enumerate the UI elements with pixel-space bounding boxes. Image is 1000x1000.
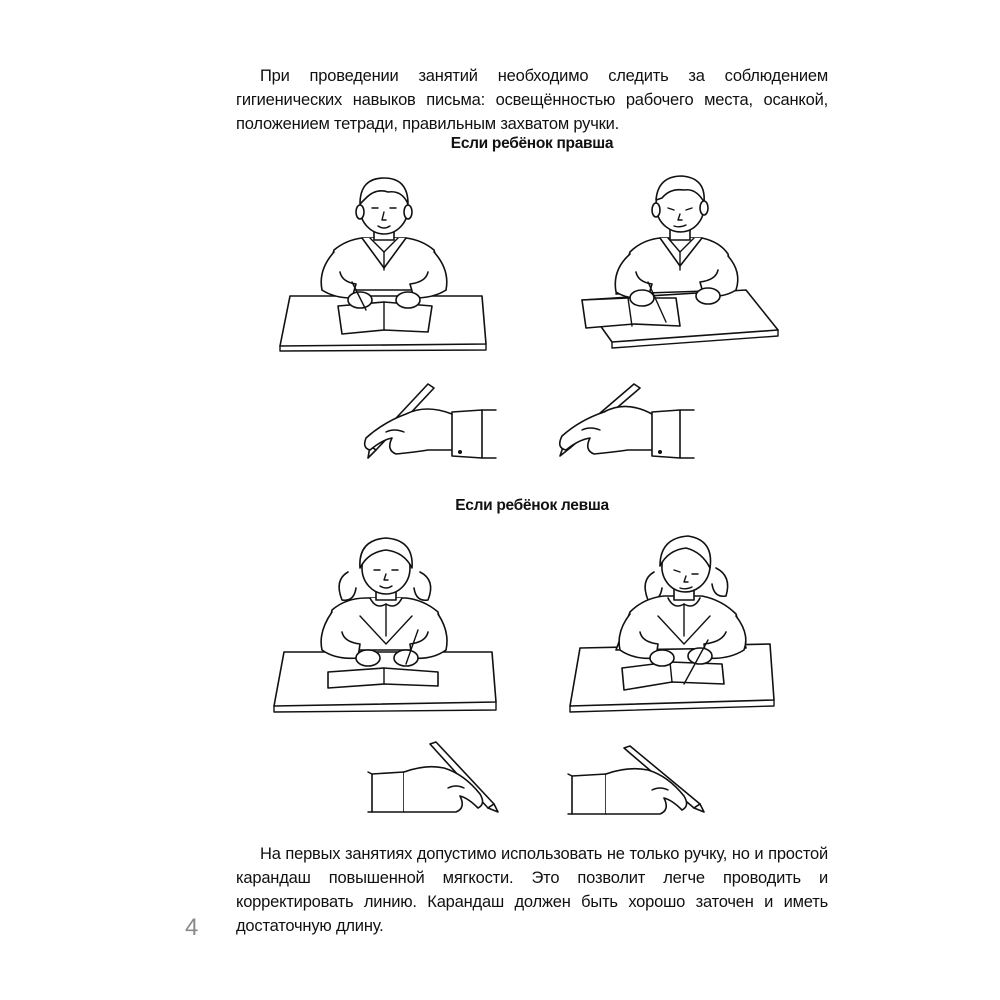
page-number: 4 (185, 914, 199, 941)
intro-paragraph (236, 64, 828, 136)
boy-tilted-illustration (576, 170, 782, 350)
outro-paragraph (236, 842, 828, 938)
outro-text: На первых занятиях допустимо использовать не только ручку, но и простой карандаш повышенной мягкости. Это позволит легче проводить и корректировать линию. Карандаш должен быть хорошо заточен и иметь достаточную длину. (236, 845, 828, 935)
girl-front-illustration (270, 532, 502, 716)
left-hand-grip-2-illustration (568, 746, 708, 816)
right-hand-grip-1-illustration (356, 378, 496, 464)
heading-left-handed: Если ребёнок левша (455, 497, 609, 514)
girl-tilted-illustration (566, 532, 778, 716)
heading-right-handed: Если ребёнок правша (450, 135, 614, 152)
boy-front-illustration (276, 170, 492, 354)
left-hand-grip-1-illustration (368, 742, 504, 814)
right-hand-grip-2-illustration (548, 378, 694, 462)
intro-text: При проведении занятий необходимо следить за соблюдением гигиенических навыков письма: освещённостью рабочего места, осанкой, положением тетради, правильным захватом ручки. (236, 67, 828, 133)
